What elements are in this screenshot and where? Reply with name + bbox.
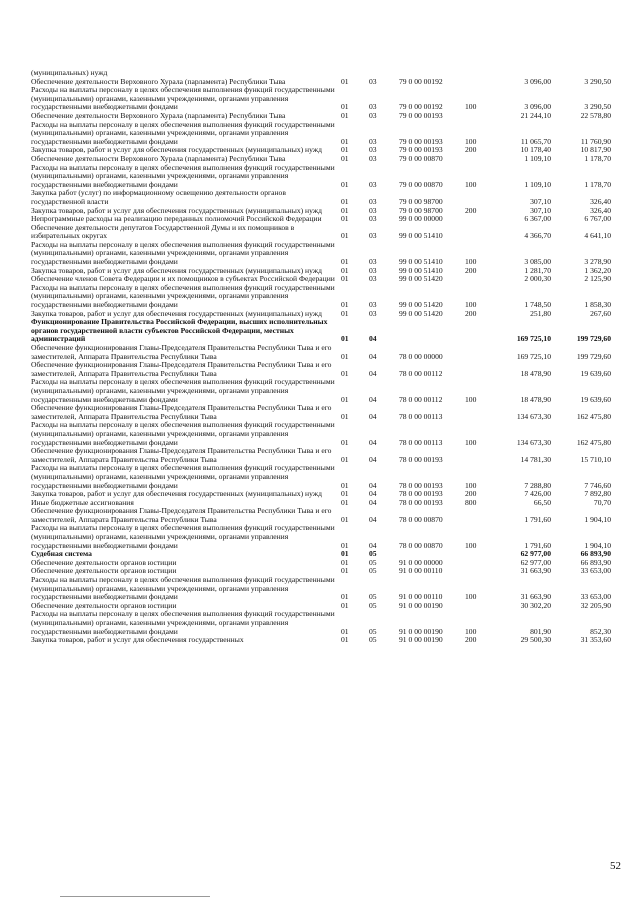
- row-amount-year1: 62 977,00: [520, 557, 551, 567]
- row-name: Закупка товаров, работ и услуг для обеспечения государственных (муниципальных) нужд: [31, 308, 322, 318]
- table-row: [31, 86, 611, 112]
- row-expense-type: [465, 318, 493, 344]
- row-subsection: 05: [369, 566, 377, 576]
- row-amount-year2: 326,40: [590, 205, 611, 215]
- row-name: Расходы на выплаты персоналу в целях обеспечения выполнения функций государственными (муниципальными) органами, казенными учреждениями, органами управления государственными внебюджетными фондами: [31, 575, 335, 602]
- row-subsection: 04: [369, 394, 377, 404]
- row-subsection: 03: [369, 300, 377, 310]
- row-amount-year1: 31 663,90: [520, 566, 551, 576]
- row-name: Функционирование Правительства Российской Федерации, высших исполнительных органов государственной власти субъектов Российской Федерации, местных администраций: [31, 317, 328, 344]
- row-amount-year1: 1 748,50: [524, 300, 551, 310]
- row-expense-type: [465, 602, 493, 611]
- row-amount-year2: 66 893,90: [580, 557, 611, 567]
- row-name: Обеспечение функционирования Главы-Председателя Правительства Республики Тыва и его заместителей, Аппарата Правительства Республики Тыва: [31, 360, 332, 378]
- row-subsection: 05: [369, 600, 377, 610]
- table-row: [31, 464, 611, 490]
- row-target-article: 99 0 00 51410: [399, 265, 443, 275]
- row-subsection: 03: [369, 257, 377, 267]
- row-section: 01: [341, 102, 349, 112]
- row-expense-type: 100: [465, 592, 477, 602]
- row-subsection: 05: [369, 592, 377, 602]
- row-section: 01: [341, 351, 349, 361]
- row-expense-type: 800: [465, 497, 477, 507]
- row-expense-type: 100: [465, 437, 477, 447]
- row-amount-year2: 3 290,50: [584, 102, 611, 112]
- row-amount-year1: 11 065,70: [520, 136, 551, 146]
- row-name: Обеспечение деятельности органов юстиции: [31, 566, 177, 576]
- row-amount-year2: 19 639,60: [580, 368, 611, 378]
- row-expense-type: [465, 344, 493, 361]
- row-target-article: 79 0 00 00193: [399, 136, 443, 146]
- row-amount-year2: 162 475,80: [576, 411, 611, 421]
- row-expense-type: 200: [465, 145, 477, 155]
- footer-rule: [60, 896, 210, 897]
- row-subsection: 03: [369, 102, 377, 112]
- row-target-article: 99 0 00 51420: [399, 308, 443, 318]
- row-subsection: 03: [369, 179, 377, 189]
- row-expense-type: [465, 447, 493, 464]
- row-subsection: 04: [369, 514, 377, 524]
- row-amount-year2: 15 710,10: [580, 454, 611, 464]
- row-name: Расходы на выплаты персоналу в целях обеспечения выполнения функций государственными (муниципальными) органами, казенными учреждениями, органами управления государственными внебюджетными фондами: [31, 420, 335, 447]
- row-expense-type: 200: [465, 489, 477, 499]
- row-target-article: 99 0 00 51420: [399, 274, 443, 284]
- row-section: 01: [341, 480, 349, 490]
- row-expense-type: 100: [465, 480, 477, 490]
- row-section: 01: [341, 600, 349, 610]
- row-amount-year1: 66,50: [533, 497, 551, 507]
- row-name: Судебная система: [31, 549, 92, 559]
- row-target-article: 78 0 00 00113: [399, 437, 443, 447]
- row-section: 01: [341, 566, 349, 576]
- row-expense-type: 200: [465, 308, 477, 318]
- row-amount-year1: 21 244,10: [520, 110, 551, 120]
- row-expense-type: [465, 215, 493, 224]
- row-name: Непрограммные расходы на реализацию переданных полномочий Российской Федерации: [31, 214, 322, 224]
- row-name: Расходы на выплаты персоналу в целях обеспечения выполнения функций государственными (муниципальными) органами, казенными учреждениями, органами управления государственными внебюджетными фондами: [31, 239, 335, 267]
- row-subsection: 04: [369, 540, 377, 550]
- row-subsection: 05: [369, 549, 377, 559]
- row-subsection: 04: [369, 497, 377, 507]
- row-name: Обеспечение деятельности Верховного Хурала (парламента) Республики Тыва: [31, 76, 286, 86]
- row-section: 01: [341, 145, 349, 155]
- row-expense-type: [465, 559, 493, 568]
- table-row: [31, 636, 611, 645]
- row-expense-type: [465, 224, 493, 241]
- row-amount-year1: 10 178,40: [520, 145, 551, 155]
- row-section: 01: [341, 514, 349, 524]
- row-section: 01: [341, 205, 349, 215]
- table-row: [31, 284, 611, 310]
- row-amount-year2: 1 904,10: [584, 540, 611, 550]
- row-subsection: 05: [369, 557, 377, 567]
- row-expense-type: [465, 155, 493, 164]
- row-target-article: 79 0 00 00870: [399, 179, 443, 189]
- row-target-article: 79 0 00 00193: [399, 110, 443, 120]
- row-amount-year2: 33 653,00: [580, 592, 611, 602]
- row-amount-year2: 7 892,80: [584, 489, 611, 499]
- row-subsection: 03: [369, 145, 377, 155]
- row-section: 01: [341, 179, 349, 189]
- row-name: Расходы на выплаты персоналу в целях обеспечения выполнения функций государственными (муниципальными) органами, казенными учреждениями, органами управления государственными внебюджетными фондами: [31, 119, 335, 146]
- row-section: 01: [341, 334, 349, 344]
- row-amount-year1: 30 302,20: [520, 600, 551, 610]
- row-target-article: 99 0 00 51410: [399, 257, 443, 267]
- row-amount-year2: 10 817,90: [580, 145, 611, 155]
- row-name: Расходы на выплаты персоналу в целях обеспечения выполнения функций государственными (муниципальными) органами, казенными учреждениями, органами управления государственными внебюджетными фондами: [31, 282, 335, 310]
- row-subsection: 03: [369, 76, 377, 86]
- row-expense-type: 100: [465, 179, 477, 189]
- row-amount-year1: 62 977,00: [520, 549, 551, 559]
- row-amount-year2: 3 290,50: [584, 76, 611, 86]
- row-section: 01: [341, 411, 349, 421]
- row-subsection: 04: [369, 489, 377, 499]
- row-target-article: 78 0 00 00113: [399, 411, 443, 421]
- table-row: [31, 404, 611, 421]
- table-row: [31, 344, 611, 361]
- row-name: Обеспечение деятельности органов юстиции: [31, 557, 177, 567]
- row-name: Закупка работ (услуг) по информационному освещению деятельности органов государственной власти: [31, 188, 286, 206]
- row-name: Обеспечение функционирования Главы-Председателя Правительства Республики Тыва и его заместителей, Аппарата Правительства Республики Тыва: [31, 403, 332, 421]
- row-amount-year2: 32 205,90: [580, 600, 611, 610]
- row-amount-year2: 326,40: [590, 196, 611, 206]
- row-target-article: 78 0 00 00870: [399, 514, 443, 524]
- row-name: Расходы на выплаты персоналу в целях обеспечения выполнения функций государственными (муниципальными) органами, казенными учреждениями, органами управления государственными внебюджетными фондами: [31, 377, 335, 404]
- row-amount-year1: 134 673,30: [516, 437, 551, 447]
- row-subsection: 04: [369, 437, 377, 447]
- row-target-article: 91 0 00 00190: [399, 635, 443, 645]
- row-amount-year2: 852,30: [590, 626, 611, 636]
- row-section: 01: [341, 437, 349, 447]
- row-target-article: 99 0 00 00000: [399, 214, 443, 224]
- row-expense-type: 100: [465, 626, 477, 636]
- row-amount-year1: 2 000,30: [524, 274, 551, 284]
- row-expense-type: 200: [465, 205, 477, 215]
- row-section: 01: [341, 153, 349, 163]
- row-section: 01: [341, 540, 349, 550]
- row-expense-type: 100: [465, 394, 477, 404]
- table-row: [31, 318, 611, 344]
- row-amount-year2: 199 729,60: [576, 351, 611, 361]
- table-row: [31, 224, 611, 241]
- table-row: [31, 378, 611, 404]
- table-row: [31, 189, 611, 206]
- row-amount-year1: 1 281,70: [524, 265, 551, 275]
- row-amount-year2: 199 729,60: [576, 334, 611, 344]
- row-subsection: 04: [369, 480, 377, 490]
- row-target-article: 78 0 00 00193: [399, 480, 443, 490]
- table-row: [31, 421, 611, 447]
- row-amount-year2: 33 653,00: [580, 566, 611, 576]
- row-section: 01: [341, 76, 349, 86]
- row-target-article: 78 0 00 00112: [399, 368, 443, 378]
- row-expense-type: 100: [465, 300, 477, 310]
- row-expense-type: 100: [465, 540, 477, 550]
- row-amount-year1: 169 725,10: [516, 351, 551, 361]
- row-amount-year1: 307,10: [530, 205, 551, 215]
- row-target-article: 79 0 00 00193: [399, 145, 443, 155]
- row-subsection: 03: [369, 214, 377, 224]
- row-expense-type: [465, 275, 493, 284]
- row-section: 01: [341, 308, 349, 318]
- table-row: [31, 507, 611, 524]
- row-subsection: 04: [369, 454, 377, 464]
- row-name: Закупка товаров, работ и услуг для обеспечения государственных (муниципальных) нужд: [31, 205, 322, 215]
- row-expense-type: [465, 550, 493, 559]
- row-section: 01: [341, 368, 349, 378]
- row-amount-year2: 4 641,10: [584, 231, 611, 241]
- row-target-article: 78 0 00 00112: [399, 394, 443, 404]
- row-target-article: 78 0 00 00193: [399, 497, 443, 507]
- row-amount-year1: 1 109,10: [524, 179, 551, 189]
- budget-table: [31, 69, 611, 645]
- table-row: [31, 164, 611, 190]
- row-subsection: 05: [369, 626, 377, 636]
- row-section: 01: [341, 454, 349, 464]
- row-expense-type: [465, 78, 493, 87]
- row-name: Закупка товаров, работ и услуг для обеспечения государственных: [31, 635, 244, 645]
- row-section: 01: [341, 592, 349, 602]
- row-name: Обеспечение деятельности Верховного Хурала (парламента) Республики Тыва: [31, 110, 286, 120]
- row-amount-year1: 1 109,10: [524, 153, 551, 163]
- row-amount-year2: 70,70: [593, 497, 611, 507]
- row-amount-year1: 4 366,70: [524, 231, 551, 241]
- table-row: [31, 361, 611, 378]
- row-amount-year1: 801,90: [530, 626, 551, 636]
- row-section: 01: [341, 196, 349, 206]
- row-amount-year2: 7 746,60: [584, 480, 611, 490]
- row-section: 01: [341, 549, 349, 559]
- row-amount-year1: 3 096,00: [524, 102, 551, 112]
- row-subsection: 03: [369, 136, 377, 146]
- row-amount-year2: 1 178,70: [584, 179, 611, 189]
- row-expense-type: 100: [465, 257, 477, 267]
- row-amount-year2: 1 362,20: [584, 265, 611, 275]
- row-expense-type: [465, 567, 493, 576]
- row-amount-year1: 14 781,30: [520, 454, 551, 464]
- row-section: 01: [341, 300, 349, 310]
- row-amount-year2: 162 475,80: [576, 437, 611, 447]
- row-subsection: 03: [369, 153, 377, 163]
- row-amount-year2: 3 278,90: [584, 257, 611, 267]
- row-subsection: 04: [369, 411, 377, 421]
- row-target-article: 79 0 00 00192: [399, 76, 443, 86]
- row-amount-year2: 6 767,00: [584, 214, 611, 224]
- row-name: Обеспечение деятельности депутатов Государственной Думы и их помощников в избирательных округах: [31, 222, 295, 241]
- row-expense-type: [465, 507, 493, 524]
- row-expense-type: 100: [465, 102, 477, 112]
- row-amount-year1: 31 663,90: [520, 592, 551, 602]
- row-target-article: [399, 318, 465, 344]
- row-name: Закупка товаров, работ и услуг для обеспечения государственных (муниципальных) нужд: [31, 489, 322, 499]
- row-target-article: 91 0 00 00190: [399, 600, 443, 610]
- row-amount-year1: 3 085,00: [524, 257, 551, 267]
- row-amount-year2: 1 858,30: [584, 300, 611, 310]
- row-target-article: 91 0 00 00190: [399, 626, 443, 636]
- row-target-article: 78 0 00 00000: [399, 351, 443, 361]
- row-amount-year2: 1 178,70: [584, 153, 611, 163]
- row-target-article: 79 0 00 98700: [399, 205, 443, 215]
- row-section: 01: [341, 265, 349, 275]
- row-name: Обеспечение деятельности органов юстиции: [31, 600, 177, 610]
- row-subsection: 03: [369, 196, 377, 206]
- row-section: 01: [341, 626, 349, 636]
- row-amount-year2: 66 893,90: [580, 549, 611, 559]
- row-subsection: 04: [369, 351, 377, 361]
- row-amount-year2: 1 904,10: [584, 514, 611, 524]
- row-target-article: 99 0 00 51420: [399, 300, 443, 310]
- row-amount-year1: 6 367,00: [524, 214, 551, 224]
- row-subsection: 05: [369, 635, 377, 645]
- table-row: [31, 524, 611, 550]
- row-amount-year2: 31 353,60: [580, 635, 611, 645]
- row-name: Расходы на выплаты персоналу в целях обеспечения выполнения функций государственными (муниципальными) органами, казенными учреждениями, органами управления государственными внебюджетными фондами: [31, 609, 335, 636]
- row-target-article: 78 0 00 00870: [399, 540, 443, 550]
- row-expense-type: 200: [465, 635, 477, 645]
- row-section: 01: [341, 489, 349, 499]
- row-target-article: 99 0 00 51410: [399, 231, 443, 241]
- row-subsection: 03: [369, 205, 377, 215]
- row-expense-type: [465, 69, 493, 78]
- table-row: [31, 447, 611, 464]
- row-amount-year1: 1 791,60: [524, 514, 551, 524]
- row-subsection: 03: [369, 231, 377, 241]
- table-row: [31, 576, 611, 602]
- row-target-article: 91 0 00 00000: [399, 557, 443, 567]
- row-section: 01: [341, 394, 349, 404]
- row-section: 01: [341, 557, 349, 567]
- row-subsection: 03: [369, 308, 377, 318]
- row-amount-year1: 18 478,90: [520, 368, 551, 378]
- row-section: 01: [341, 214, 349, 224]
- row-amount-year1: 134 673,30: [516, 411, 551, 421]
- row-name: (муниципальных) нужд: [31, 68, 108, 77]
- row-name: Закупка товаров, работ и услуг для обеспечения государственных (муниципальных) нужд: [31, 265, 322, 275]
- row-subsection: 03: [369, 274, 377, 284]
- row-amount-year1: 169 725,10: [516, 334, 551, 344]
- row-expense-type: [465, 189, 493, 206]
- row-amount-year2: 2 125,90: [584, 274, 611, 284]
- row-amount-year1: 307,10: [530, 196, 551, 206]
- row-name: Расходы на выплаты персоналу в целях обеспечения выполнения функций государственными (муниципальными) органами, казенными учреждениями, органами управления государственными внебюджетными фондами: [31, 162, 335, 189]
- row-name: Расходы на выплаты персоналу в целях обеспечения выполнения функций государственными (муниципальными) органами, казенными учреждениями, органами управления государственными внебюджетными фондами: [31, 523, 335, 550]
- row-subsection: 04: [369, 334, 377, 344]
- row-name: Обеспечение функционирования Главы-Председателя Правительства Республики Тыва и его заместителей, Аппарата Правительства Республики Тыва: [31, 446, 332, 464]
- row-section: 01: [341, 497, 349, 507]
- row-amount-year1: 7 426,00: [524, 489, 551, 499]
- row-name: Обеспечение функционирования Главы-Председателя Правительства Республики Тыва и его заместителей, Аппарата Правительства Республики Тыва: [31, 506, 332, 524]
- row-target-article: 79 0 00 00192: [399, 102, 443, 112]
- row-amount-year1: 251,80: [530, 308, 551, 318]
- row-amount-year2: 11 760,90: [580, 136, 611, 146]
- row-name: Расходы на выплаты персоналу в целях обеспечения выполнения функций государственными (муниципальными) органами, казенными учреждениями, органами управления государственными внебюджетными фондами: [31, 463, 335, 490]
- row-target-article: 78 0 00 00193: [399, 454, 443, 464]
- row-section: 01: [341, 231, 349, 241]
- row-name: Обеспечение деятельности Верховного Хурала (парламента) Республики Тыва: [31, 153, 286, 163]
- row-section: 01: [341, 110, 349, 120]
- row-subsection: 03: [369, 110, 377, 120]
- row-section: 01: [341, 274, 349, 284]
- row-name: Обеспечение членов Совета Федерации и их помощников в субъектах Российской Федерации: [31, 274, 335, 284]
- row-expense-type: [465, 361, 493, 378]
- row-expense-type: 100: [465, 136, 477, 146]
- row-amount-year2: 19 639,60: [580, 394, 611, 404]
- row-amount-year1: 7 288,80: [524, 480, 551, 490]
- row-target-article: 79 0 00 00870: [399, 153, 443, 163]
- row-amount-year1: 3 096,00: [524, 76, 551, 86]
- row-target-article: 78 0 00 00193: [399, 489, 443, 499]
- budget-table-body: [31, 69, 611, 645]
- row-target-article: 91 0 00 00110: [399, 566, 443, 576]
- row-name: Иные бюджетные ассигнования: [31, 497, 134, 507]
- row-name: Обеспечение функционирования Главы-Председателя Правительства Республики Тыва и его заместителей, Аппарата Правительства Республики Тыва: [31, 343, 332, 361]
- row-expense-type: [465, 404, 493, 421]
- row-amount-year2: 22 578,80: [580, 110, 611, 120]
- table-row: [31, 610, 611, 636]
- page-number: 52: [610, 860, 621, 872]
- row-target-article: 79 0 00 98700: [399, 196, 443, 206]
- row-expense-type: 200: [465, 265, 477, 275]
- row-section: 01: [341, 635, 349, 645]
- row-subsection: 04: [369, 368, 377, 378]
- row-subsection: 03: [369, 265, 377, 275]
- row-expense-type: [465, 112, 493, 121]
- table-row: [31, 121, 611, 147]
- table-row: [31, 241, 611, 267]
- row-amount-year1: 18 478,90: [520, 394, 551, 404]
- row-amount-year2: 267,60: [590, 308, 611, 318]
- row-amount-year1: 1 791,60: [524, 540, 551, 550]
- row-amount-year1: 29 500,30: [520, 635, 551, 645]
- row-name: Закупка товаров, работ и услуг для обеспечения государственных (муниципальных) нужд: [31, 145, 322, 155]
- row-target-article: 91 0 00 00110: [399, 592, 443, 602]
- row-section: 01: [341, 257, 349, 267]
- row-name: Расходы на выплаты персоналу в целях обеспечения выполнения функций государственными (муниципальными) органами, казенными учреждениями, органами управления государственными внебюджетными фондами: [31, 85, 335, 112]
- row-section: 01: [341, 136, 349, 146]
